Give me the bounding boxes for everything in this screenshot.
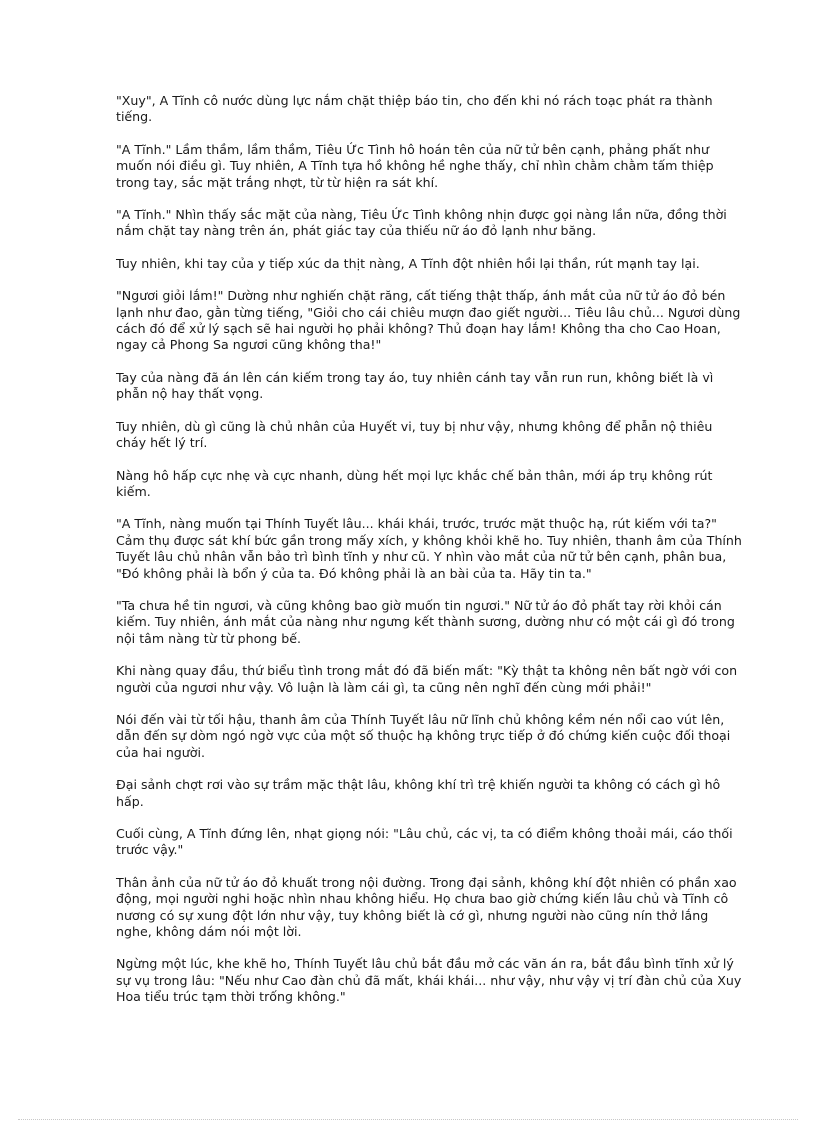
paragraph-10: "Ta chưa hề tin ngươi, và cũng không bao giờ muốn tin ngươi." Nữ tử áo đỏ phất tay rời khỏi cán kiếm. Tuy nhiên, ánh mắt của nàng như ngưng kết thành sương, dường như có một cái gì đó trong nội tâm nàng từ từ phong bế. <box>116 597 735 646</box>
paragraph-5: "Ngươi giỏi lắm!" Dường như nghiến chặt răng, cất tiếng thật thấp, ánh mắt của nữ tử áo đỏ bén lạnh như đao, gằn từng tiếng, "Giỏi cho cái chiêu mượn đao giết người... Tiêu lâu chủ... Ngươi dùng cách đó để xử lý sạch sẽ hai người họ phải không? Thủ đoạn hay lắm! Không tha cho Cao Hoan, ngay cả Phong Sa ngươi cũng không tha!" <box>116 288 741 353</box>
paragraph-14: Cuối cùng, A Tĩnh đứng lên, nhạt giọng nói: "Lâu chủ, các vị, ta có điểm không thoải mái, cáo thối trước vậy." <box>116 826 733 858</box>
document-body <box>116 93 746 1022</box>
page-bottom-divider <box>18 1119 798 1120</box>
paragraph-16: Ngừng một lúc, khe khẽ ho, Thính Tuyết lâu chủ bắt đầu mở các văn án ra, bắt đầu bình tĩnh xử lý sự vụ trong lâu: "Nếu như Cao đàn chủ đã mất, khái khái... như vậy, như vậy vị trí đàn chủ của Xuy Hoa tiểu trúc tạm thời trống không." <box>116 956 742 1005</box>
paragraph-11: Khi nàng quay đầu, thứ biểu tình trong mắt đó đã biến mất: "Kỳ thật ta không nên bất ngờ với con người của ngươi như vậy. Vô luận là làm cái gì, ta cũng nên nghĩ đến cùng mới phải!" <box>116 663 738 695</box>
paragraph-13: Đại sảnh chợt rơi vào sự trầm mặc thật lâu, không khí trì trệ khiến người ta không có cách gì hô hấp. <box>116 777 721 809</box>
paragraph-4: Tuy nhiên, khi tay của y tiếp xúc da thịt nàng, A Tĩnh đột nhiên hồi lại thần, rút mạnh tay lại. <box>116 255 700 271</box>
paragraph-3: "A Tĩnh." Nhìn thấy sắc mặt của nàng, Tiêu Ức Tình không nhịn được gọi nàng lần nữa, đồng thời nắm chặt tay nàng trên án, phát giác tay của thiếu nữ áo đỏ lạnh như băng. <box>116 207 727 239</box>
paragraph-1: "Xuy", A Tĩnh cô nước dùng lực nắm chặt thiệp báo tin, cho đến khi nó rách toạc phát ra thành tiếng. <box>116 93 713 125</box>
paragraph-6: Tay của nàng đã án lên cán kiếm trong tay áo, tuy nhiên cánh tay vẫn run run, không biết là vì phẫn nộ hay thất vọng. <box>116 369 714 402</box>
paragraph-15: Thân ảnh của nữ tử áo đỏ khuất trong nội đường. Trong đại sảnh, không khí đột nhiên có phần xao động, mọi người nghi hoặc nhìn nhau không hiểu. Họ chưa bao giờ chứng kiến lâu chủ và Tĩnh cô nương có sự xung đột lớn như vậy, tuy không biết là cớ gì, nhưng người nào cũng nín thở lắng nghe, không dám nói một lời. <box>116 874 737 940</box>
paragraph-2: "A Tĩnh." Lầm thầm, lầm thầm, Tiêu Ức Tình hô hoán tên của nữ tử bên cạnh, phảng phất như muốn nói điều gì. Tuy nhiên, A Tĩnh tựa hồ không hề nghe thấy, chỉ nhìn chằm chằm tấm thiệp trong tay, sắc mặt trắng nhợt, từ từ hiện ra sát khí. <box>116 141 714 190</box>
paragraph-7: Tuy nhiên, dù gì cũng là chủ nhân của Huyết vi, tuy bị như vậy, nhưng không để phẫn nộ thiêu cháy hết lý trí. <box>116 418 713 451</box>
paragraph-8: Nàng hô hấp cực nhẹ và cực nhanh, dùng hết mọi lực khắc chế bản thân, mới áp trụ không rút kiếm. <box>116 467 713 499</box>
paragraph-9: "A Tĩnh, nàng muốn tại Thính Tuyết lâu... khái khái, trước, trước mặt thuộc hạ, rút kiếm với ta?" Cảm thụ được sát khí bức gần trong mấy xích, y không khỏi khẽ ho. Tuy nhiên, thanh âm của Thính Tuyết lâu chủ nhân vẫn bảo trì bình tĩnh y như cũ. Y nhìn vào mắt của nữ tử bên cạnh, phân bua, "Đó không phải là bổn ý của ta. Đó không phải là an bài của ta. Hãy tin ta." <box>116 516 742 581</box>
paragraph-12: Nói đến vài từ tối hậu, thanh âm của Thính Tuyết lâu nữ lĩnh chủ không kềm nén nổi cao vút lên, dẫn đến sự dòm ngó ngờ vực của một số thuộc hạ không trực tiếp ở đó chứng kiến cuộc đối thoại của hai người. <box>116 711 731 760</box>
